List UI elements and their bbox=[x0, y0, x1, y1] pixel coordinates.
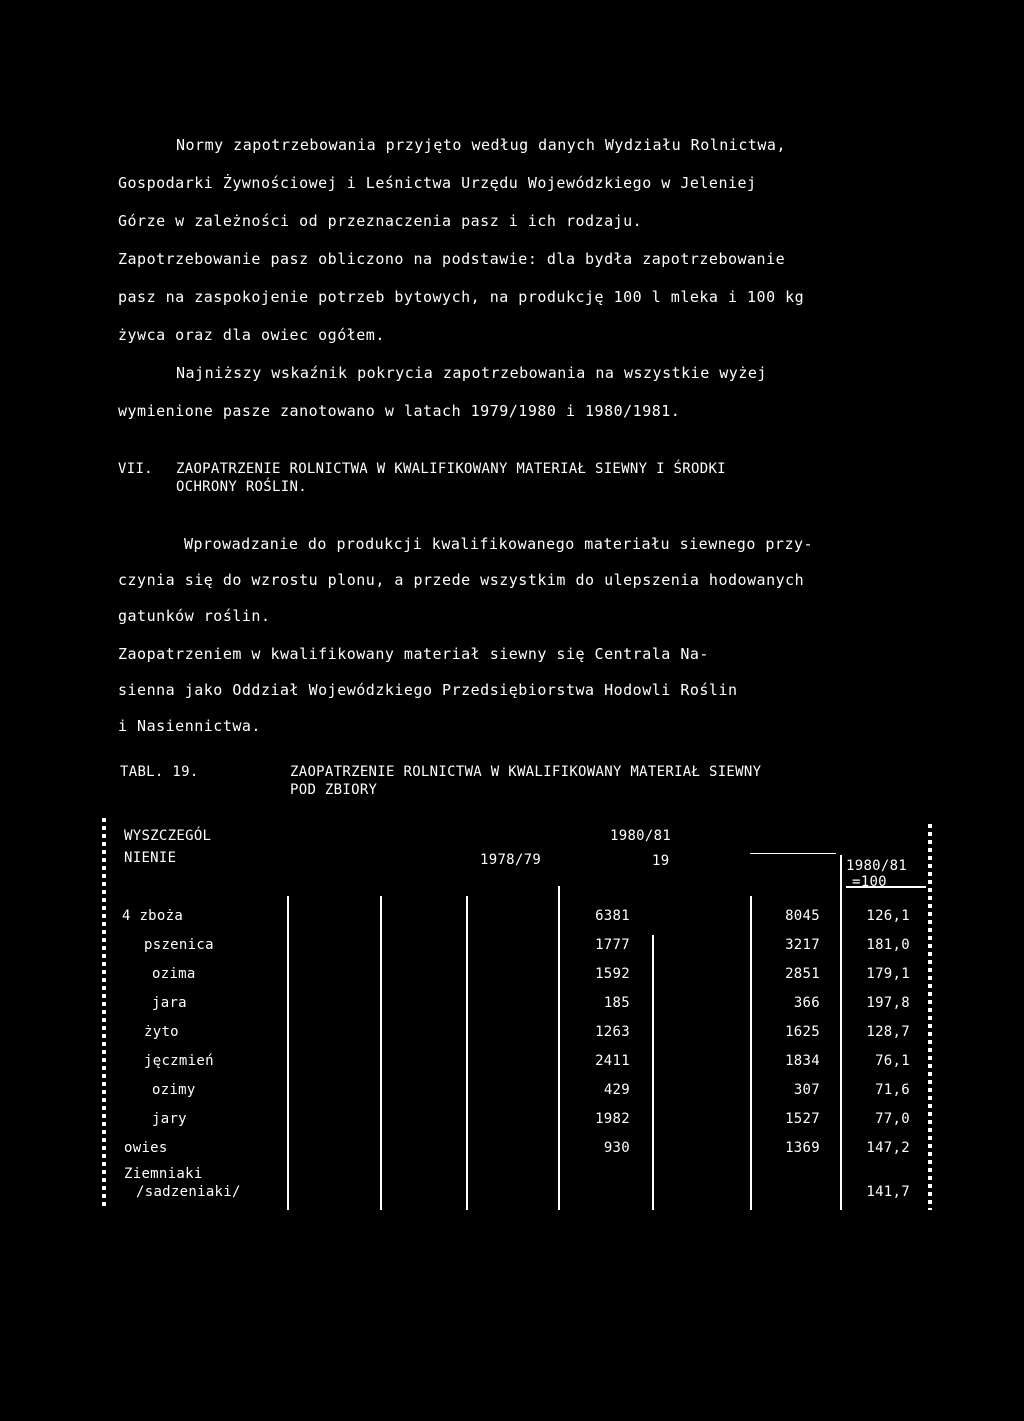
row-value-19: 3217 bbox=[785, 937, 820, 953]
col-divider-5 bbox=[652, 935, 654, 1210]
row-value-1980: 6381 bbox=[595, 908, 630, 924]
row-value-19: 8045 bbox=[785, 908, 820, 924]
lowest-index-line-1: Najniższy wskaźnik pokrycia zapotrzebowania na wszystkie wyżej bbox=[176, 364, 767, 382]
seed-line-1: Wprowadzanie do produkcji kwalifikowanego materiału siewnego przy- bbox=[184, 535, 814, 553]
row-label: pszenica bbox=[144, 937, 214, 953]
col-divider-1 bbox=[287, 896, 289, 1210]
header-label-line-1: WYSZCZEGÓL bbox=[124, 828, 212, 844]
header-1978-79: 1978/79 bbox=[480, 852, 542, 868]
seed-line-5: sienna jako Oddział Wojewódzkiego Przedsiębiorstwa Hodowli Roślin bbox=[118, 681, 738, 699]
row-value-19: 307 bbox=[793, 1082, 820, 1098]
intro-line-4: Zapotrzebowanie pasz obliczono na podstawie: dla bydła zapotrzebowanie bbox=[118, 250, 786, 268]
row-label: 4 zboża bbox=[122, 908, 184, 924]
intro-line-2: Gospodarki Żywnościowej i Leśnictwa Urzędu Wojewódzkiego w Jeleniej bbox=[118, 174, 757, 192]
table-title-line-1: ZAOPATRZENIE ROLNICTWA W KWALIFIKOWANY MATERIAŁ SIEWNY bbox=[290, 764, 762, 780]
section-heading-line-1: ZAOPATRZENIE ROLNICTWA W KWALIFIKOWANY MATERIAŁ SIEWNY I ŚRODKI bbox=[176, 461, 726, 477]
row-value-19: 1625 bbox=[785, 1024, 820, 1040]
table-label: TABL. 19. bbox=[120, 764, 199, 780]
row-value-1980: 185 bbox=[603, 995, 630, 1011]
seed-line-2: czynia się do wzrostu plonu, a przede wszystkim do ulepszenia hodowanych bbox=[118, 571, 805, 589]
table-title-line-2: POD ZBIORY bbox=[290, 782, 378, 798]
row-index: 141,7 bbox=[866, 1184, 910, 1200]
section-heading-line-2: OCHRONY ROŚLIN. bbox=[176, 479, 307, 495]
header-rule bbox=[750, 853, 836, 854]
row-label: ozima bbox=[152, 966, 196, 982]
row-value-1980: 930 bbox=[603, 1140, 630, 1156]
row-label: owies bbox=[124, 1140, 168, 1156]
intro-line-1: Normy zapotrzebowania przyjęto według danych Wydziału Rolnictwa, bbox=[176, 136, 786, 154]
row-label: żyto bbox=[144, 1024, 179, 1040]
row-label: jara bbox=[152, 995, 187, 1011]
intro-line-6: żywca oraz dla owiec ogółem. bbox=[118, 326, 385, 344]
row-index: 181,0 bbox=[866, 937, 910, 953]
intro-line-5: pasz na zaspokojenie potrzeb bytowych, na produkcję 100 l mleka i 100 kg bbox=[118, 288, 805, 306]
row-value-1980: 1777 bbox=[595, 937, 630, 953]
intro-line-3: Górze w zależności od przeznaczenia pasz i ich rodzaju. bbox=[118, 212, 643, 230]
row-index: 179,1 bbox=[866, 966, 910, 982]
row-label: jary bbox=[152, 1111, 187, 1127]
lowest-index-line-2: wymienione pasze zanotowano w latach 1979/1980 i 1980/1981. bbox=[118, 402, 681, 420]
row-value-19: 1834 bbox=[785, 1053, 820, 1069]
row-value-19: 366 bbox=[793, 995, 820, 1011]
row-label: ozimy bbox=[152, 1082, 196, 1098]
row-value-1980: 2411 bbox=[595, 1053, 630, 1069]
row-index: 128,7 bbox=[866, 1024, 910, 1040]
col-divider-3 bbox=[466, 896, 468, 1210]
header-1980-81: 1980/81 bbox=[610, 828, 672, 844]
seed-line-3: gatunków roślin. bbox=[118, 607, 271, 625]
section-number: VII. bbox=[118, 461, 153, 477]
header-19: 19 bbox=[652, 853, 670, 869]
row-index: 126,1 bbox=[866, 908, 910, 924]
row-value-1980: 1263 bbox=[595, 1024, 630, 1040]
row-index: 71,6 bbox=[875, 1082, 910, 1098]
header-label-line-2: NIENIE bbox=[124, 850, 177, 866]
row-value-1980: 429 bbox=[603, 1082, 630, 1098]
row-value-19: 2851 bbox=[785, 966, 820, 982]
row-value-19: 1369 bbox=[785, 1140, 820, 1156]
row-value-1980: 1592 bbox=[595, 966, 630, 982]
header-index-line-2: =100 bbox=[852, 874, 887, 890]
header-index-line-1: 1980/81 bbox=[846, 858, 908, 874]
row-value-19: 1527 bbox=[785, 1111, 820, 1127]
row-label: Ziemniaki bbox=[124, 1166, 203, 1182]
row-index: 147,2 bbox=[866, 1140, 910, 1156]
row-label: jęczmień bbox=[144, 1053, 214, 1069]
col-divider-2 bbox=[380, 896, 382, 1210]
table-left-border bbox=[102, 818, 106, 1210]
row-index: 197,8 bbox=[866, 995, 910, 1011]
row-index: 77,0 bbox=[875, 1111, 910, 1127]
seed-line-4: Zaopatrzeniem w kwalifikowany materiał siewny się Centrala Na- bbox=[118, 645, 709, 663]
row-value-1980: 1982 bbox=[595, 1111, 630, 1127]
seed-line-6: i Nasiennictwa. bbox=[118, 717, 261, 735]
col-divider-4 bbox=[558, 886, 560, 1210]
row-index: 76,1 bbox=[875, 1053, 910, 1069]
table-right-border bbox=[928, 824, 932, 1210]
row-label: /sadzeniaki/ bbox=[136, 1184, 241, 1200]
